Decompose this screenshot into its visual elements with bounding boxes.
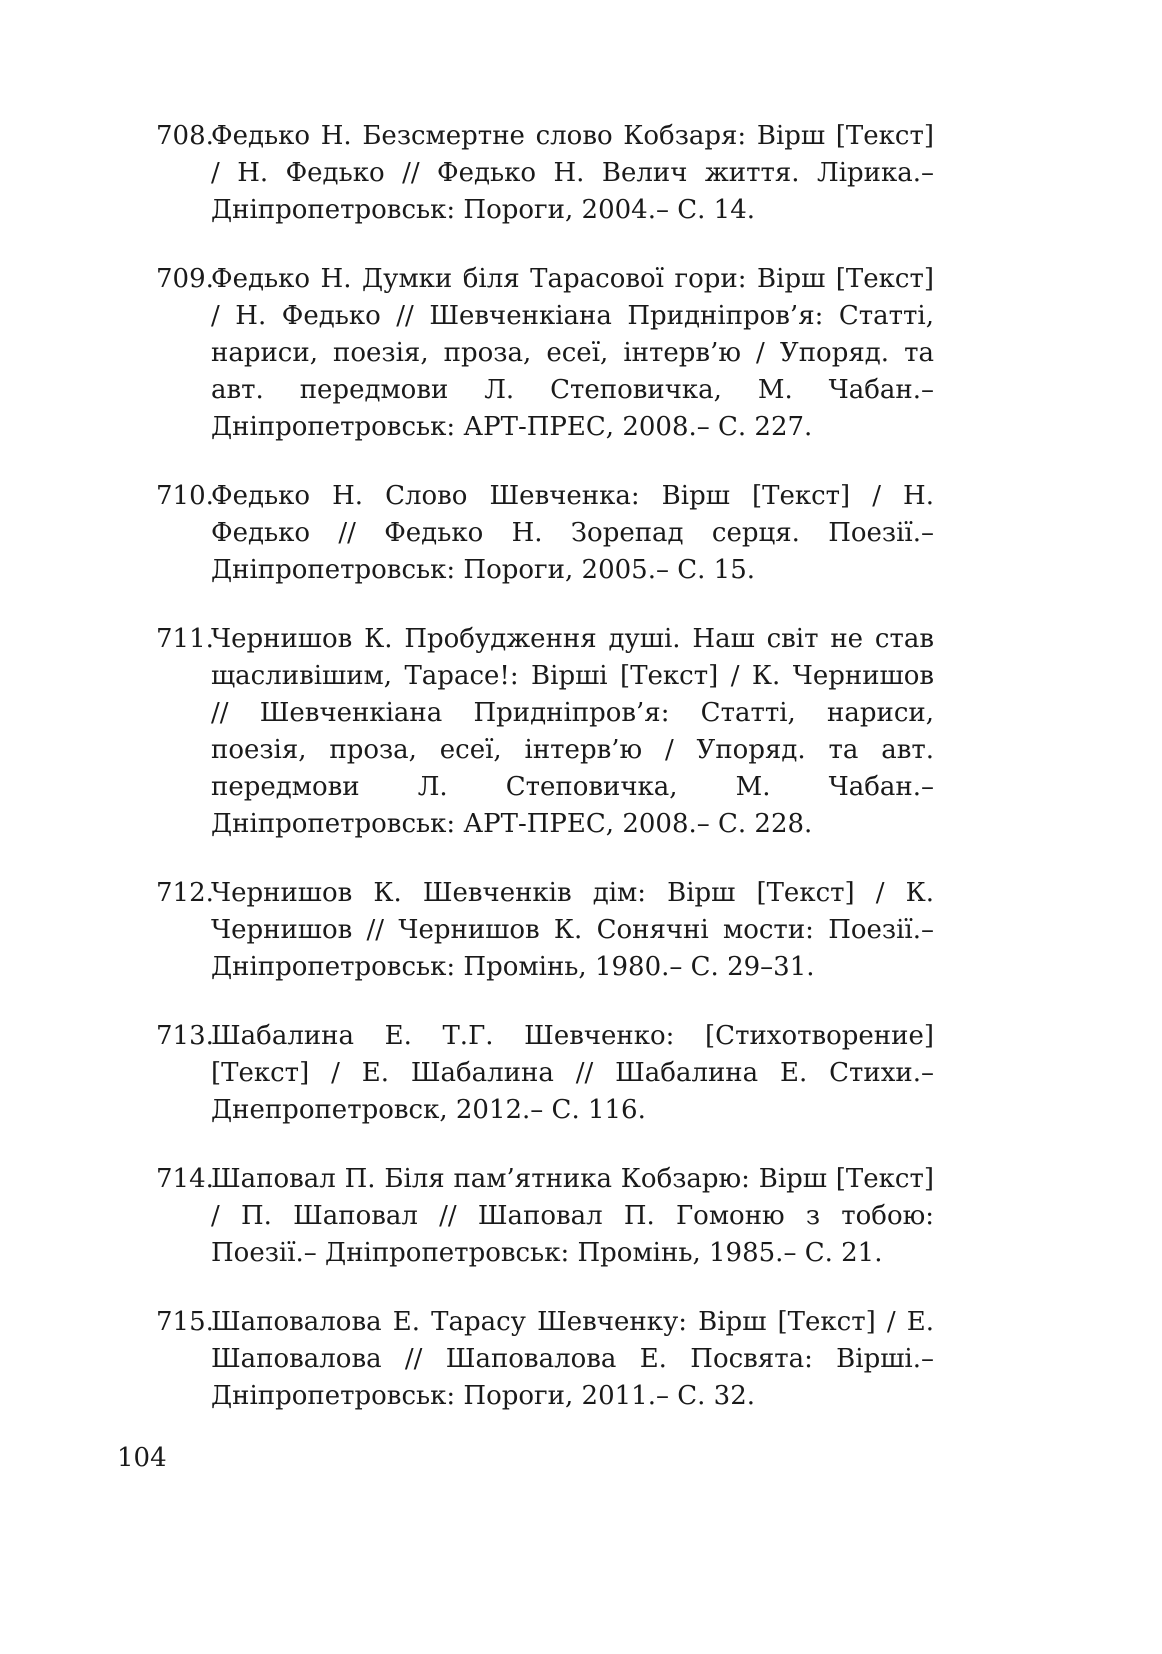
bibliography-entry [156,1161,934,1272]
entry-text: Федько Н. Безсмертне слово Кобзаря: Вірш [Текст] / Н. Федько // Федько Н. Велич життя. Лірика.– Дніпропетровськ: Пороги, 2004.– С. 14. [211,121,934,225]
entry-number: 709. [156,264,214,294]
entry-text: Федько Н. Думки біля Тарасової гори: Вірш [Текст] / Н. Федько // Шевченкіана Придніпров’я: Статті, нариси, поезія, проза, есеї, інтерв’ю / Упоряд. та авт. передмови Л. Степовичка, М. Чабан.– Дніпропетровськ: АРТ-ПРЕС, 2008.– С. 227. [211,264,934,442]
bibliography-entry [156,621,934,843]
entry-number: 712. [156,878,214,908]
entry-text: Чернишов К. Шевченків дім: Вірш [Текст] / К. Чернишов // Чернишов К. Сонячні мости: Поезії.– Дніпропетровськ: Промінь, 1980.– С. 29–31. [211,878,934,982]
entry-text: Шаповалова Е. Тарасу Шевченку: Вірш [Текст] / Е. Шаповалова // Шаповалова Е. Посвята: Вірші.– Дніпропетровськ: Пороги, 2011.– С. 32. [211,1307,934,1411]
bibliography-entry [156,118,934,229]
bibliography-list [156,118,934,1447]
page-number: 104 [117,1443,167,1473]
entry-number: 708. [156,121,214,151]
entry-text: Шаповал П. Біля пам’ятника Кобзарю: Вірш [Текст] / П. Шаповал // Шаповал П. Гомоню з тобою: Поезії.– Дніпропетровськ: Промінь, 1985.– С. 21. [211,1164,934,1268]
entry-number: 714. [156,1164,214,1194]
entry-number: 713. [156,1021,214,1051]
entry-number: 715. [156,1307,214,1337]
bibliography-entry [156,478,934,589]
entry-number: 711. [156,624,214,654]
bibliography-entry [156,1304,934,1415]
bibliography-entry [156,1018,934,1129]
bibliography-entry [156,261,934,446]
entry-text: Чернишов К. Пробудження душі. Наш світ не став щасливішим, Тарасе!: Вірші [Текст] / К. Чернишов // Шевченкіана Придніпров’я: Статті, нариси, поезія, проза, есеї, інтерв’ю / Упоряд. та авт. передмови Л. Степовичка, М. Чабан.– Дніпропетровськ: АРТ-ПРЕС, 2008.– С. 228. [211,624,934,839]
entry-number: 710. [156,481,214,511]
entry-text: Шабалина Е. Т.Г. Шевченко: [Стихотворение] [Текст] / Е. Шабалина // Шабалина Е. Стихи.– Днепропетровск, 2012.– С. 116. [211,1021,934,1125]
entry-text: Федько Н. Слово Шевченка: Вірш [Текст] / Н. Федько // Федько Н. Зорепад серця. Поезії.– Дніпропетровськ: Пороги, 2005.– С. 15. [211,481,934,585]
bibliography-entry [156,875,934,986]
